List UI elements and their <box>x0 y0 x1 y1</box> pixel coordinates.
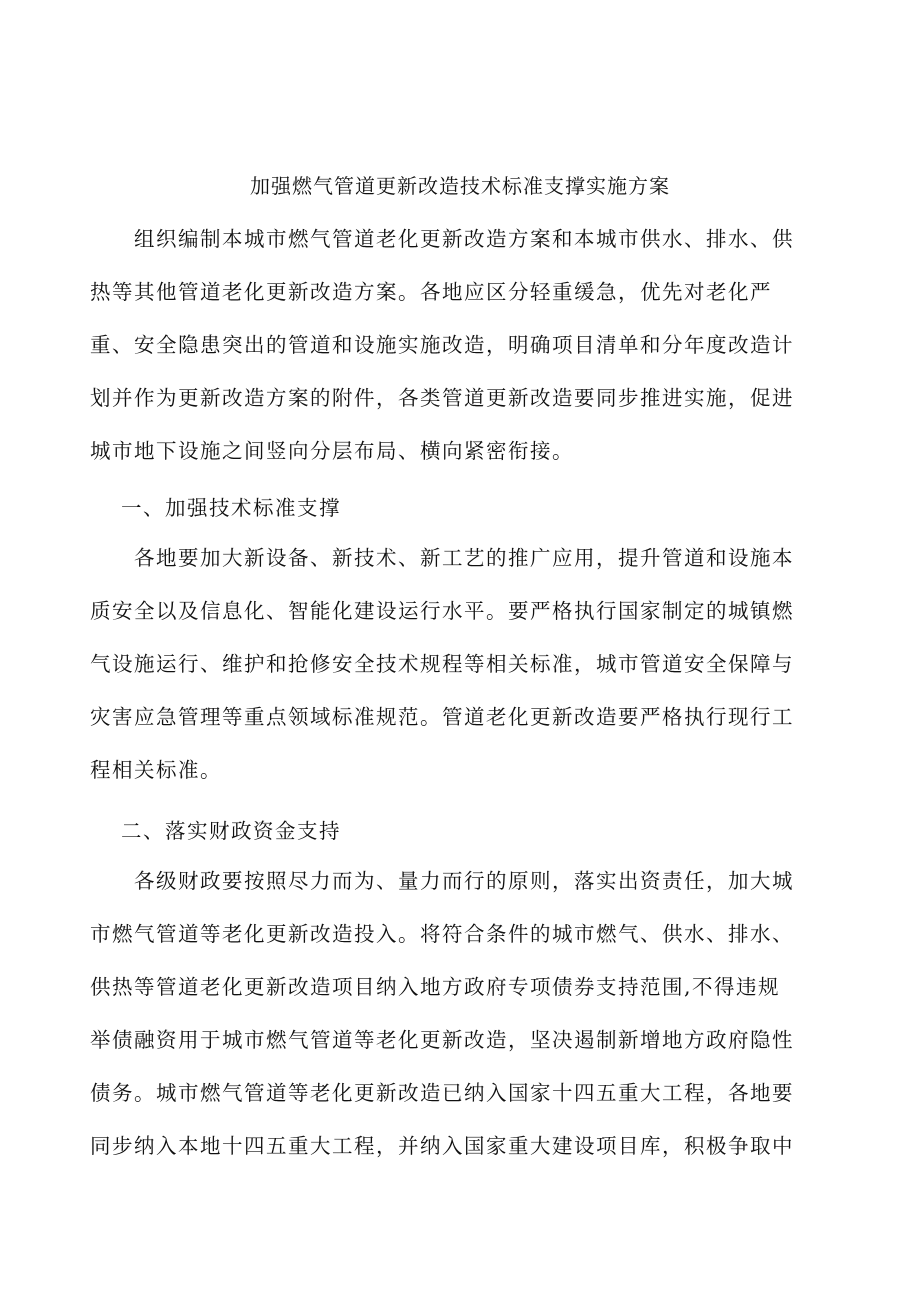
paragraph-line: 热等其他管道老化更新改造方案。各地应区分轻重缓急，优先对老化严 <box>90 280 772 304</box>
document-title: 加强燃气管道更新改造技术标准支撑实施方案 <box>250 174 670 198</box>
paragraph-line: 重、安全隐患突出的管道和设施实施改造，明确项目清单和分年度改造计 <box>90 333 794 357</box>
paragraph-line: 举债融资用于城市燃气管道等老化更新改造，坚决遏制新增地方政府隐性 <box>90 1028 794 1052</box>
paragraph-line: 同步纳入本地十四五重大工程，并纳入国家重大建设项目库，积极争取中 <box>90 1134 794 1158</box>
paragraph-line: 质安全以及信息化、智能化建设运行水平。要严格执行国家制定的城镇燃 <box>90 599 794 623</box>
paragraph-line: 组织编制本城市燃气管道老化更新改造方案和本城市供水、排水、供 <box>90 227 794 251</box>
paragraph-line: 供热等管道老化更新改造项目纳入地方政府专项债券支持范围,不得违规 <box>90 975 781 999</box>
paragraph-line: 城市地下设施之间竖向分层布局、横向紧密衔接。 <box>90 439 574 463</box>
paragraph-line: 市燃气管道等老化更新改造投入。将符合条件的城市燃气、供水、排水、 <box>90 922 794 946</box>
paragraph-line: 气设施运行、维护和抢修安全技术规程等相关标准，城市管道安全保障与 <box>90 652 794 676</box>
section2-paragraph <box>90 855 850 1173</box>
paragraph-line: 灾害应急管理等重点领域标准规范。管道老化更新改造要严格执行现行工 <box>90 705 794 729</box>
paragraph-line: 划并作为更新改造方案的附件，各类管道更新改造要同步推进实施，促进 <box>90 386 794 410</box>
paragraph-line: 各级财政要按照尽力而为、量力而行的原则，落实出资责任，加大城 <box>90 869 794 893</box>
section-heading-2: 二、落实财政资金支持 <box>121 819 341 843</box>
section-heading-1: 一、加强技术标准支撑 <box>121 496 341 520</box>
paragraph-line: 各地要加大新设备、新技术、新工艺的推广应用，提升管道和设施本 <box>90 546 794 570</box>
paragraph-line: 程相关标准。 <box>90 758 222 782</box>
section1-paragraph <box>90 532 850 797</box>
paragraph-line: 债务。城市燃气管道等老化更新改造已纳入国家十四五重大工程，各地要 <box>90 1081 794 1105</box>
intro-paragraph <box>90 213 850 478</box>
